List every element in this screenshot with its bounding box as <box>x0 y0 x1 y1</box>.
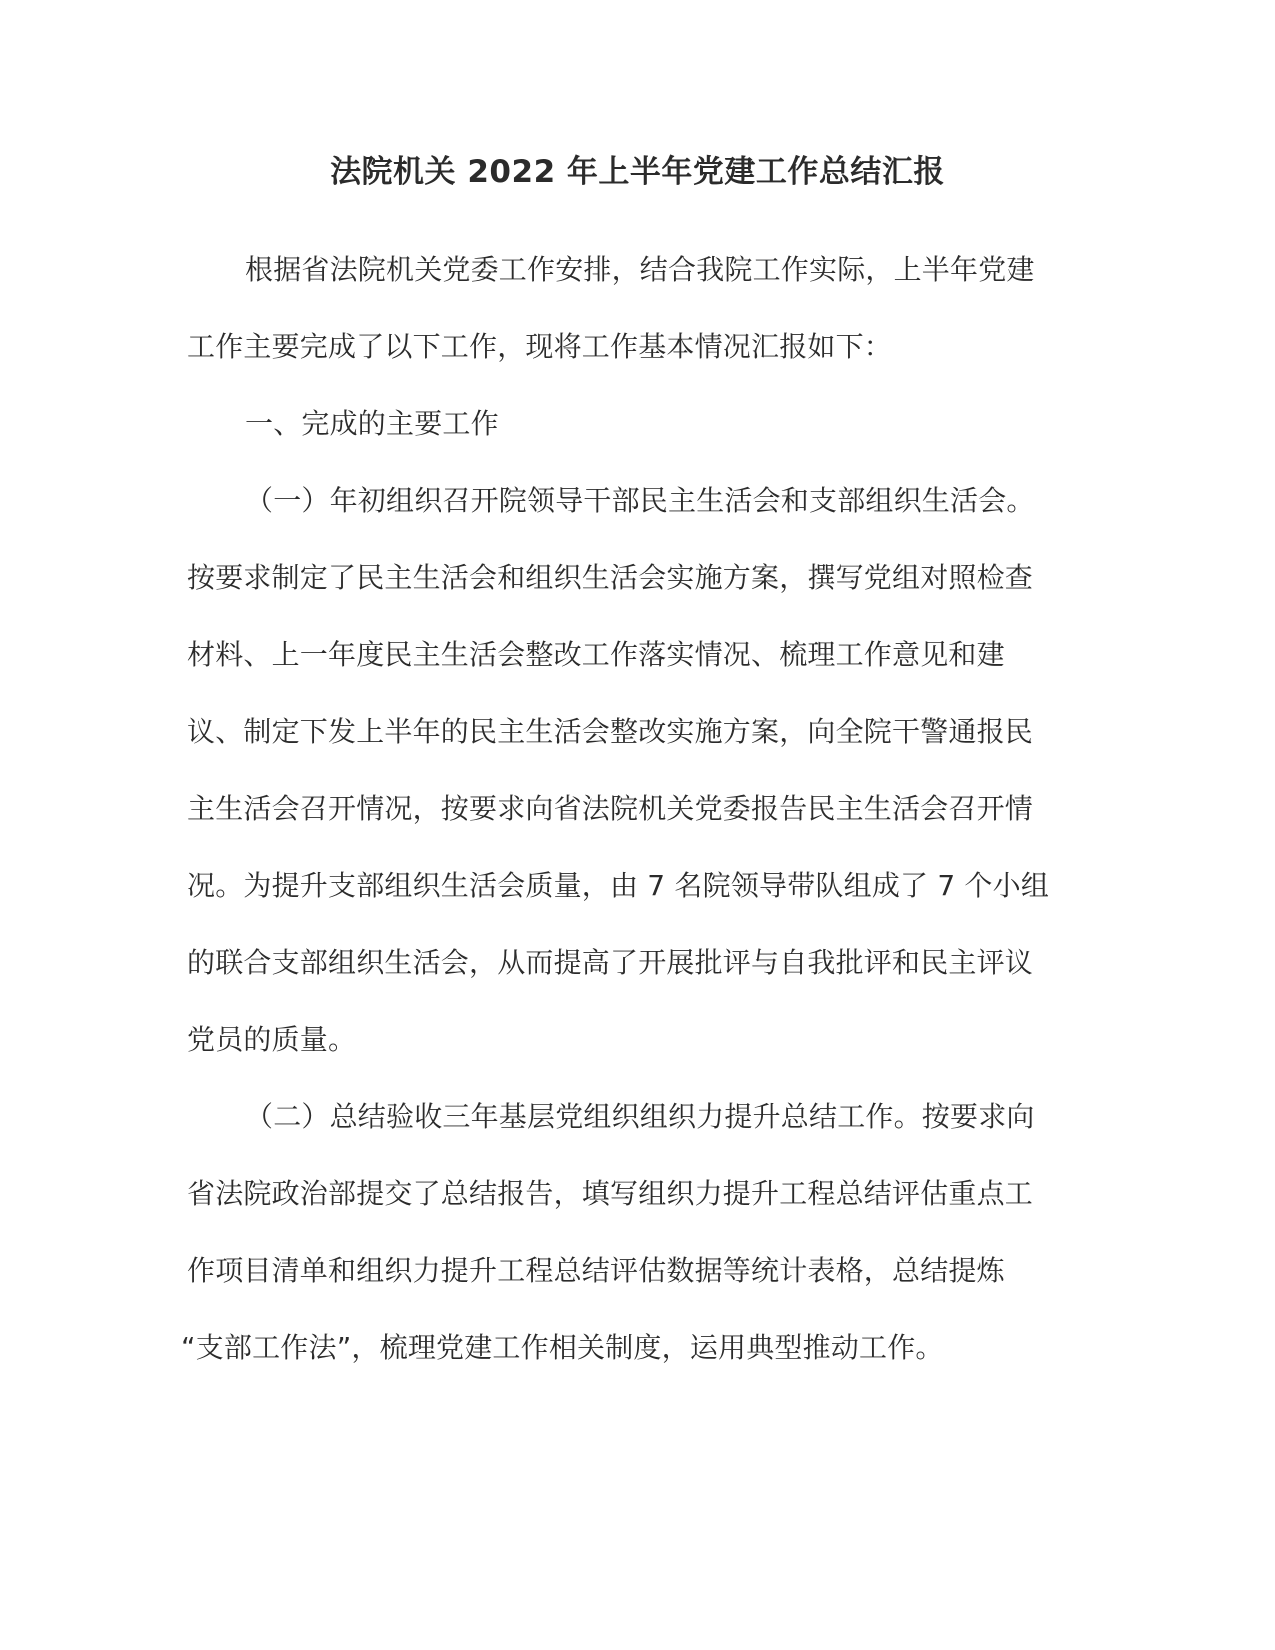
text-line: “支部工作法”，梳理党建工作相关制度，运用典型推动工作。 <box>181 1331 944 1364</box>
text-line: （一）年初组织召开院领导干部民主生活会和支部组织生活会。 <box>245 484 1035 517</box>
text-line: 作项目清单和组织力提升工程总结评估数据等统计表格，总结提炼 <box>187 1254 1005 1287</box>
text-line: 的联合支部组织生活会，从而提高了开展批评与自我批评和民主评议 <box>187 946 1034 979</box>
text-line: 一、完成的主要工作 <box>245 407 499 440</box>
text-line: 省法院政治部提交了总结报告，填写组织力提升工程总结评估重点工 <box>187 1177 1034 1210</box>
document-body <box>181 231 1067 1386</box>
paragraph-item-two <box>181 1078 1067 1386</box>
document-title: 法院机关 2022 年上半年党建工作总结汇报 <box>330 154 945 190</box>
text-line: 党员的质量。 <box>187 1023 357 1056</box>
section-heading <box>187 385 1067 462</box>
text-line: 材料、上一年度民主生活会整改工作落实情况、梳理工作意见和建 <box>187 638 1005 671</box>
paragraph-item-one <box>187 462 1067 1078</box>
text-line: 根据省法院机关党委工作安排，结合我院工作实际，上半年党建 <box>245 253 1035 286</box>
text-line: 况。为提升支部组织生活会质量，由 7 名院领导带队组成了 7 个小组 <box>187 869 1050 902</box>
text-line: 议、制定下发上半年的民主生活会整改实施方案，向全院干警通报民 <box>187 715 1034 748</box>
text-line: 主生活会召开情况，按要求向省法院机关党委报告民主生活会召开情 <box>187 792 1034 825</box>
text-line: （二）总结验收三年基层党组织组织力提升总结工作。按要求向 <box>245 1100 1035 1133</box>
paragraph-intro <box>187 231 1067 385</box>
text-line: 工作主要完成了以下工作，现将工作基本情况汇报如下： <box>187 330 893 363</box>
text-line: 按要求制定了民主生活会和组织生活会实施方案，撰写党组对照检查 <box>187 561 1034 594</box>
